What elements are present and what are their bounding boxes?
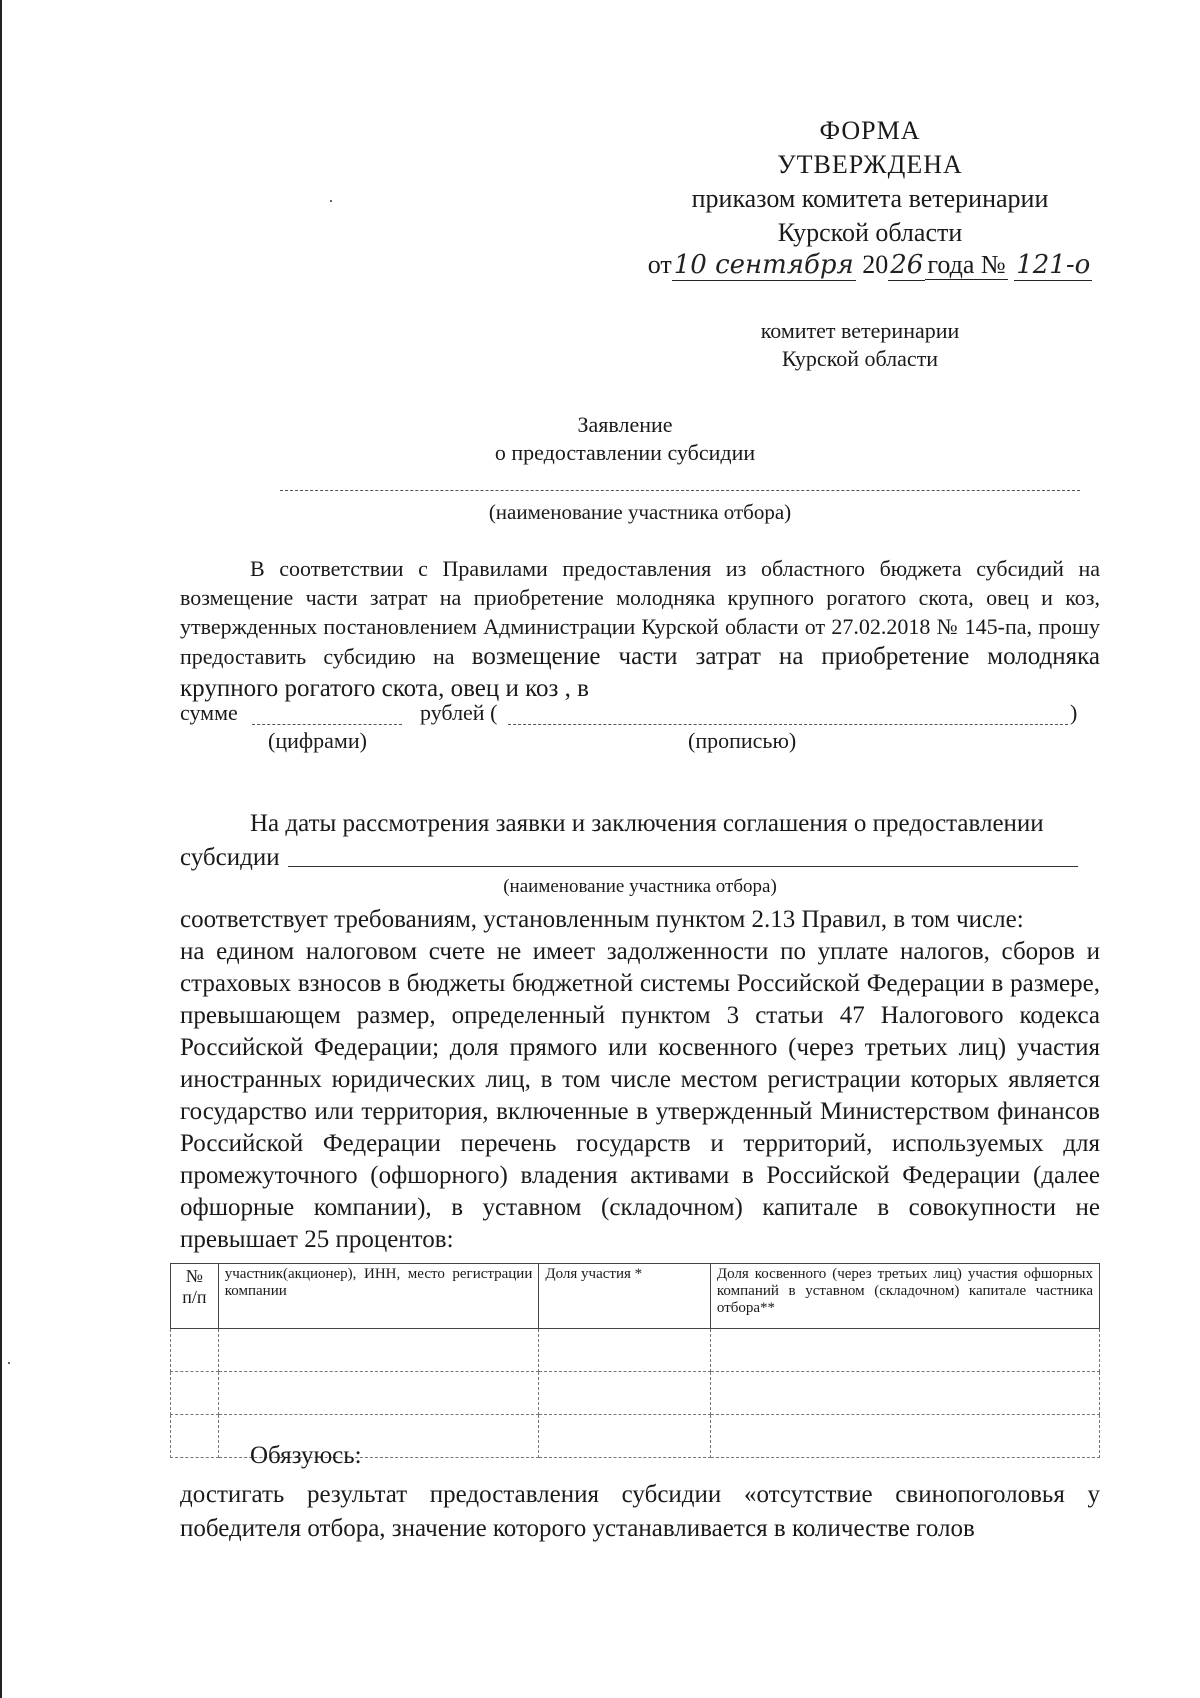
compliance-participant-field[interactable] bbox=[288, 866, 1078, 867]
approval-date-line bbox=[620, 250, 1120, 280]
table-cell[interactable] bbox=[710, 1329, 1099, 1372]
participant-name-caption: (наименование участника отбора) bbox=[488, 500, 792, 524]
handwritten-order-number: 121-о bbox=[1016, 250, 1091, 280]
subsidy-request-paragraph bbox=[180, 554, 1100, 705]
table-cell[interactable] bbox=[710, 1415, 1099, 1458]
document-title: Заявление bbox=[577, 412, 673, 437]
sum-label: сумме bbox=[180, 700, 238, 725]
table-cell[interactable] bbox=[171, 1372, 219, 1415]
rubles-label: рублей ( bbox=[420, 700, 498, 725]
sum-close-paren: ) bbox=[1070, 700, 1078, 725]
table-header-row bbox=[171, 1264, 1100, 1329]
approval-region-line: Курской области bbox=[777, 218, 963, 247]
handwritten-date: 10 сентября bbox=[673, 250, 854, 280]
year-prefix: 20 bbox=[862, 250, 889, 279]
table-header-number: № п/п bbox=[171, 1264, 219, 1329]
obligation-text: достигать результат предоставления субсидии «отсутствие свинопоголовья у победителя отбора, значение которого устанавливается в количестве голов bbox=[180, 1481, 1100, 1542]
table-header-participant: участник(акционер), ИНН, место регистрации компании bbox=[218, 1264, 539, 1329]
document-subtitle: о предоставлении субсидии bbox=[494, 440, 756, 465]
table-cell[interactable] bbox=[218, 1329, 539, 1372]
subsidy-purpose-text: возмещение части затрат на приобретение молодняка крупного рогатого скота, овец и коз , в bbox=[180, 643, 1101, 702]
addressee-line2: Курской области bbox=[781, 346, 939, 371]
approval-order-line: приказом комитета ветеринарии bbox=[691, 184, 1049, 213]
compliance-participant-caption: (наименование участника отбора) bbox=[503, 876, 777, 897]
form-label: ФОРМА bbox=[819, 116, 921, 145]
subsidy-word: субсидии bbox=[180, 844, 280, 871]
obligation-title: Обязуюсь: bbox=[250, 1442, 362, 1469]
table-cell[interactable] bbox=[171, 1415, 219, 1458]
table-cell[interactable] bbox=[710, 1372, 1099, 1415]
subsidy-request-text: В соответствии с Правилами предоставления из областного бюджета субсидий на возмещение части затрат на приобретение молодняка крупного рогатого скота, овец и коз, утвержденных постановлением Администрации Курской области от 27.02.2018 № 145-па, прошу предоставить субсидию на bbox=[180, 556, 1100, 669]
scan-left-edge bbox=[0, 0, 2, 1698]
sum-words-field[interactable] bbox=[508, 724, 1068, 725]
table-cell[interactable] bbox=[539, 1372, 711, 1415]
table-row bbox=[171, 1372, 1100, 1415]
table-header-share: Доля участия * bbox=[539, 1264, 711, 1329]
compliance-intro: На даты рассмотрения заявки и заключения соглашения о предоставлении bbox=[250, 810, 1044, 837]
compliance-paragraph bbox=[180, 904, 1100, 1256]
scan-speck bbox=[330, 200, 332, 202]
approved-label: УТВЕРЖДЕНА bbox=[777, 150, 963, 179]
compliance-line1: соответствует требованиям, установленным пунктом 2.13 Правил, в том числе: bbox=[180, 906, 1024, 933]
offshore-participation-table bbox=[170, 1263, 1100, 1458]
handwritten-year: 26 bbox=[890, 250, 924, 280]
table-cell[interactable] bbox=[539, 1415, 711, 1458]
addressee-line1: комитет ветеринарии bbox=[760, 318, 960, 343]
compliance-body: на едином налоговом счете не имеет задолженности по уплате налогов, сборов и страховых взносов в бюджеты бюджетной системы Российской Федерации в размере, превышающем размер, определенный пунктом 3 статьи 47 Налогового кодекса Российской Федерации; доля прямого или косвенного (через третьих лиц) участия иностранных юридических лиц, в том числе местом регистрации которых является государство или территория, включенные в утвержденный Министерством финансов Российской Федерации перечень государств и территорий, используемых для промежуточного (офшорного) владения активами в Российской Федерации (далее офшорные компании), в уставном (складочном) капитале в совокупности не превышает 25 процентов: bbox=[180, 938, 1100, 1253]
scan-speck bbox=[8, 1362, 10, 1364]
table-cell[interactable] bbox=[539, 1329, 711, 1372]
words-caption: (прописью) bbox=[688, 728, 797, 753]
table-cell[interactable] bbox=[218, 1372, 539, 1415]
year-word: года № bbox=[927, 250, 1006, 279]
digits-caption: (цифрами) bbox=[268, 728, 367, 753]
sum-digits-field[interactable] bbox=[252, 724, 402, 725]
from-prefix: от bbox=[647, 250, 672, 279]
table-header-offshore-share: Доля косвенного (через третьих лиц) участия офшорных компаний в уставном (складочном) капитале частника отбора** bbox=[710, 1264, 1099, 1329]
participant-name-field[interactable] bbox=[280, 490, 1080, 491]
table-cell[interactable] bbox=[171, 1329, 219, 1372]
table-row bbox=[171, 1329, 1100, 1372]
